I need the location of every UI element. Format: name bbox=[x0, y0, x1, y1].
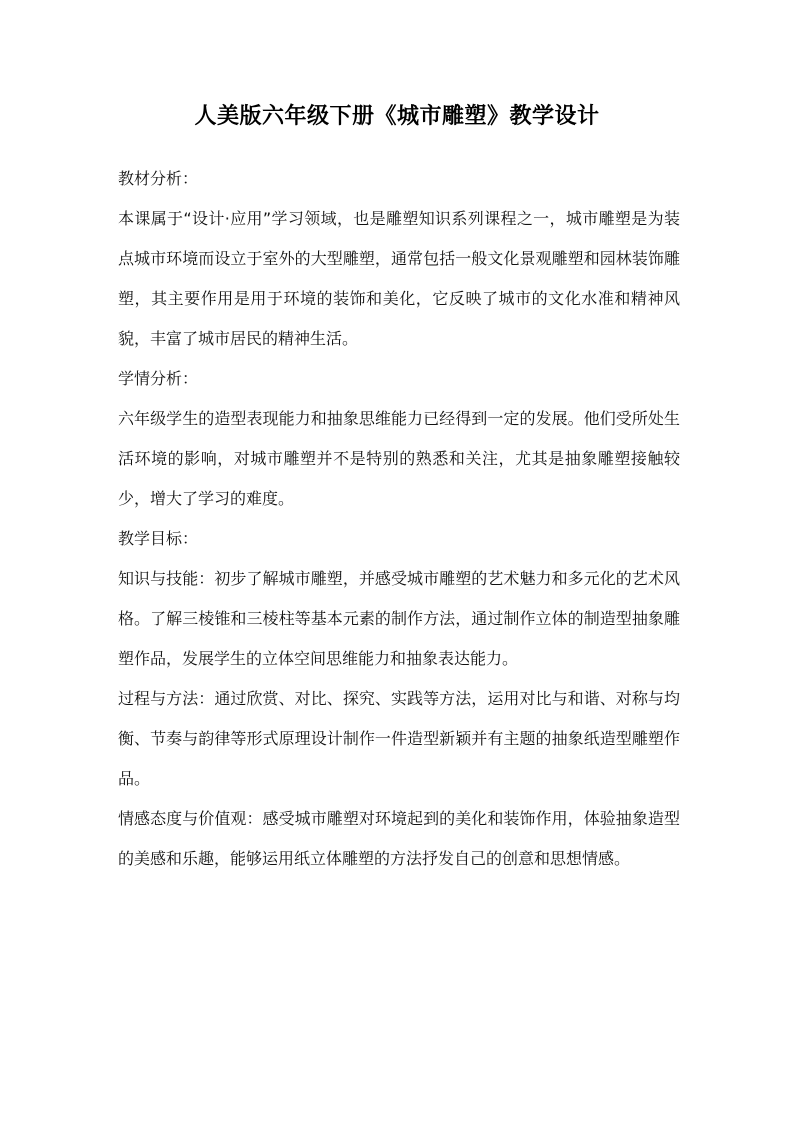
section-heading-textbook-analysis: 教材分析： bbox=[118, 169, 199, 188]
paragraph-process-methods: 过程与方法：通过欣赏、对比、探究、实践等方法，运用对比与和谐、对称与均衡、节奏与韵律等形式原理设计制作一件造型新颖并有主题的抽象纸造型雕塑作品。 bbox=[118, 689, 680, 788]
paragraph-student-analysis: 六年级学生的造型表现能力和抽象思维能力已经得到一定的发展。他们受所处生活环境的影响，对城市雕塑并不是特别的熟悉和关注，尤其是抽象雕塑接触较少，增大了学习的难度。 bbox=[118, 409, 680, 508]
document-title: 人美版六年级下册《城市雕塑》教学设计 bbox=[194, 103, 600, 129]
document-body bbox=[118, 159, 680, 879]
section-heading-student-analysis: 学情分析： bbox=[118, 369, 199, 388]
paragraph-knowledge-skills: 知识与技能：初步了解城市雕塑，并感受城市雕塑的艺术魅力和多元化的艺术风格。了解三棱锥和三棱柱等基本元素的制作方法，通过制作立体的制造型抽象雕塑作品，发展学生的立体空间思维能力和抽象表达能力。 bbox=[118, 569, 680, 668]
paragraph-textbook-analysis: 本课属于“设计·应用”学习领域，也是雕塑知识系列课程之一，城市雕塑是为装点城市环境而设立于室外的大型雕塑，通常包括一般文化景观雕塑和园林装饰雕塑，其主要作用是用于环境的装饰和美化，它反映了城市的文化水准和精神风貌，丰富了城市居民的精神生活。 bbox=[118, 209, 680, 348]
section-heading-teaching-objectives: 教学目标： bbox=[118, 529, 199, 548]
paragraph-emotion-values: 情感态度与价值观：感受城市雕塑对环境起到的美化和装饰作用，体验抽象造型的美感和乐趣，能够运用纸立体雕塑的方法抒发自己的创意和思想情感。 bbox=[118, 809, 680, 868]
